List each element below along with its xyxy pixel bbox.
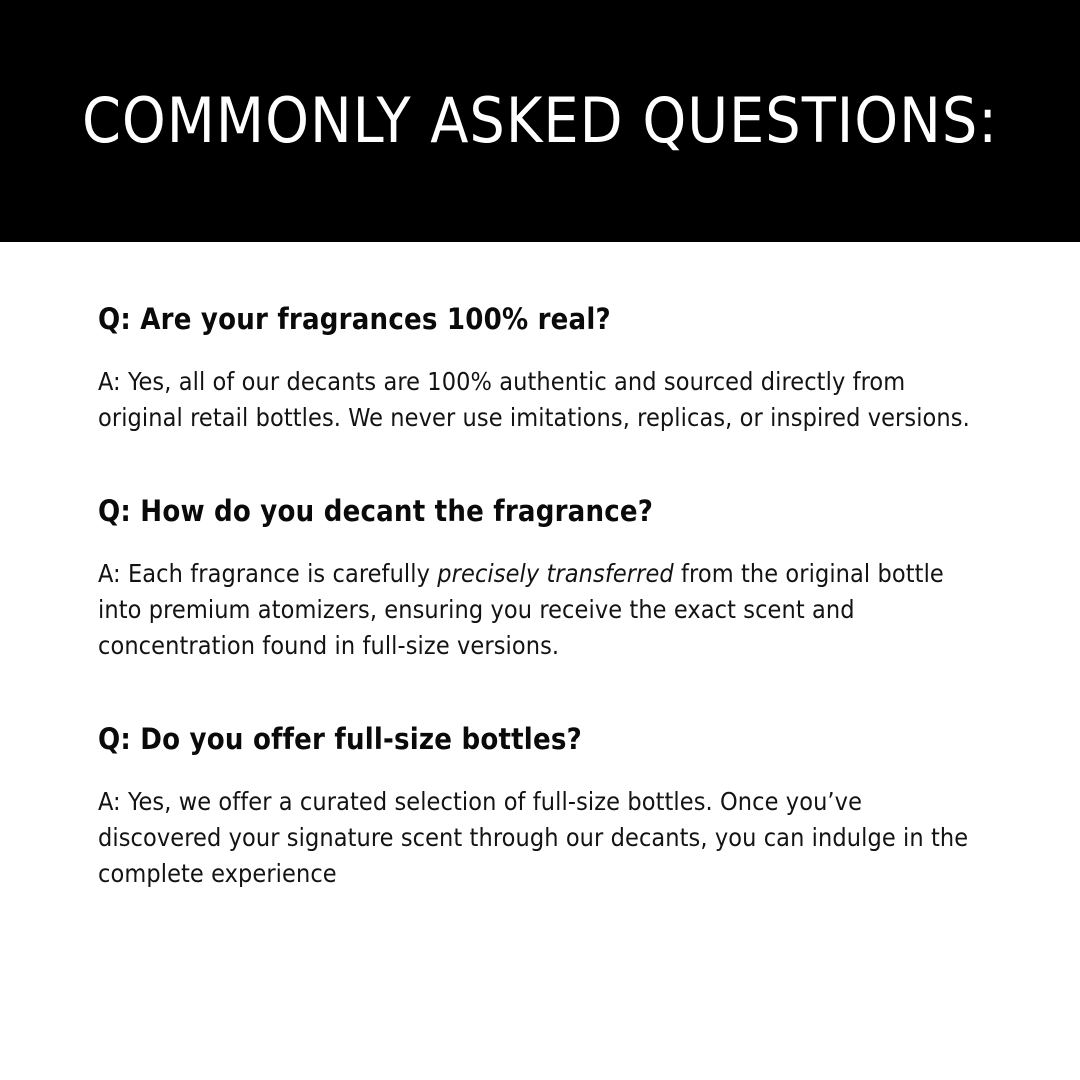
faq-answer-text: A: Yes, we offer a curated selection of full-size bottles. Once you’ve discovered your signature scent through our decants, you can indulge in the complete experience [98, 787, 969, 888]
faq-question: Q: Do you offer full-size bottles? [98, 722, 582, 756]
faq-answer-text: A: Yes, all of our decants are 100% authentic and sourced directly from original retail bottles. We never use imitations, replicas, or inspired versions. [98, 367, 970, 432]
header-banner [0, 0, 1080, 242]
faq-question: Q: Are your fragrances 100% real? [98, 302, 611, 336]
faq-answer-text-tail: from the original bottle into premium atomizers, ensuring you receive the exact scent and concentration found in full-size versions. [98, 559, 944, 660]
faq-answer [98, 784, 984, 892]
faq-list [0, 242, 1080, 892]
faq-item [98, 494, 984, 664]
faq-answer [98, 364, 984, 436]
faq-item [98, 722, 984, 892]
faq-answer [98, 556, 984, 664]
faq-question: Q: How do you decant the fragrance? [98, 494, 654, 528]
page-title: COMMONLY ASKED QUESTIONS: [81, 84, 999, 157]
faq-answer-text: A: Each fragrance is carefully [98, 559, 438, 588]
faq-answer-emphasis: precisely transferred [437, 559, 674, 588]
faq-item [98, 302, 984, 436]
